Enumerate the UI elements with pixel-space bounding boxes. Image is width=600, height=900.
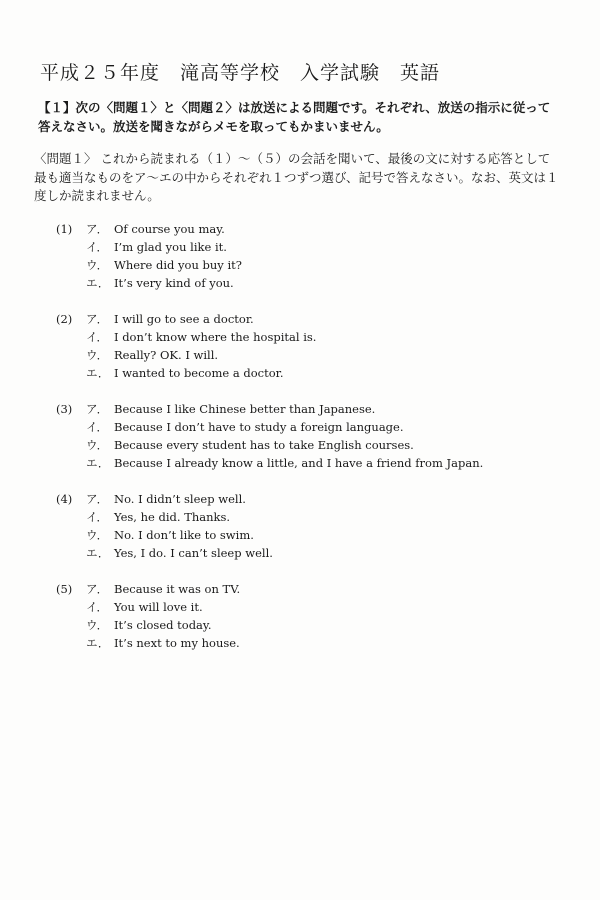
- option-e: [86, 454, 483, 472]
- option-text: I don’t know where the hospital is.: [114, 330, 317, 344]
- question-number: (4): [56, 492, 73, 506]
- question-number: (2): [56, 312, 73, 326]
- option-a: [86, 400, 483, 418]
- option-label: エ．: [86, 276, 110, 290]
- option-text: Because it was on TV.: [114, 582, 241, 596]
- section-1-instruction: 【１】次の〈問題１〉と〈問題２〉は放送による問題です。それぞれ、放送の指示に従って答えなさい。放送を聞きながらメモを取ってもかまいません。: [38, 100, 551, 134]
- option-i: [86, 598, 240, 616]
- option-text: No. I didn’t sleep well.: [114, 492, 246, 506]
- option-label: イ．: [86, 240, 108, 254]
- question-number: (1): [56, 222, 73, 236]
- option-label: エ．: [86, 546, 110, 560]
- option-label: イ．: [86, 330, 108, 344]
- option-text: It’s next to my house.: [114, 636, 240, 650]
- question-1: [56, 220, 576, 292]
- option-label: ア．: [86, 582, 109, 596]
- option-label: ア．: [86, 312, 109, 326]
- option-label: エ．: [86, 366, 110, 380]
- option-text: It’s very kind of you.: [114, 276, 234, 290]
- page-title: 平成２５年度 滝高等学校 入学試験 英語: [40, 62, 441, 84]
- option-i: [86, 238, 242, 256]
- option-label: ア．: [86, 222, 109, 236]
- option-label: ウ．: [86, 348, 109, 362]
- option-a: [86, 310, 316, 328]
- option-list: [86, 400, 483, 472]
- option-text: You will love it.: [114, 600, 203, 614]
- option-label: イ．: [86, 510, 108, 524]
- option-list: [86, 220, 242, 292]
- option-text: No. I don’t like to swim.: [114, 528, 254, 542]
- option-label: ア．: [86, 402, 109, 416]
- question-2: [56, 310, 576, 382]
- option-list: [86, 580, 240, 652]
- option-u: [86, 616, 240, 634]
- question-3: [56, 400, 576, 472]
- option-a: [86, 580, 240, 598]
- option-text: Where did you buy it?: [114, 258, 242, 272]
- option-e: [86, 544, 273, 562]
- option-label: ウ．: [86, 618, 109, 632]
- question-number: (3): [56, 402, 73, 416]
- option-u: [86, 256, 242, 274]
- option-list: [86, 490, 273, 562]
- option-list: [86, 310, 316, 382]
- option-text: Of course you may.: [114, 222, 225, 236]
- option-label: ウ．: [86, 528, 109, 542]
- option-text: Because I already know a little, and I have a friend from Japan.: [114, 456, 484, 470]
- option-u: [86, 526, 273, 544]
- option-u: [86, 436, 483, 454]
- option-text: Yes, I do. I can’t sleep well.: [114, 546, 273, 560]
- question-list: [56, 220, 576, 670]
- question-5: [56, 580, 576, 652]
- option-e: [86, 634, 240, 652]
- option-label: エ．: [86, 636, 110, 650]
- option-label: ウ．: [86, 438, 109, 452]
- option-label: ア．: [86, 492, 109, 506]
- option-text: It’s closed today.: [114, 618, 212, 632]
- option-text: Because every student has to take English courses.: [114, 438, 414, 452]
- option-label: イ．: [86, 420, 108, 434]
- option-label: ウ．: [86, 258, 109, 272]
- option-text: Because I don’t have to study a foreign language.: [114, 420, 404, 434]
- option-i: [86, 418, 483, 436]
- option-a: [86, 220, 242, 238]
- option-text: Because I like Chinese better than Japanese.: [114, 402, 376, 416]
- question-4: [56, 490, 576, 562]
- option-text: Yes, he did. Thanks.: [114, 510, 231, 524]
- option-u: [86, 346, 316, 364]
- option-text: I wanted to become a doctor.: [114, 366, 284, 380]
- option-label: イ．: [86, 600, 108, 614]
- option-label: エ．: [86, 456, 110, 470]
- option-text: I will go to see a doctor.: [114, 312, 254, 326]
- problem-1-intro: 〈問題１〉 これから読まれる（１）～（５）の会話を聞いて、最後の文に対する応答として最も適当なものをア～エの中からそれぞれ１つずつ選び、記号で答えなさい。なお、英文は１度しか読まれません。: [34, 151, 559, 203]
- option-e: [86, 364, 316, 382]
- question-number: (5): [56, 582, 73, 596]
- option-text: Really? OK. I will.: [114, 348, 219, 362]
- option-a: [86, 490, 273, 508]
- option-text: I’m glad you like it.: [114, 240, 227, 254]
- option-e: [86, 274, 242, 292]
- option-i: [86, 328, 316, 346]
- option-i: [86, 508, 273, 526]
